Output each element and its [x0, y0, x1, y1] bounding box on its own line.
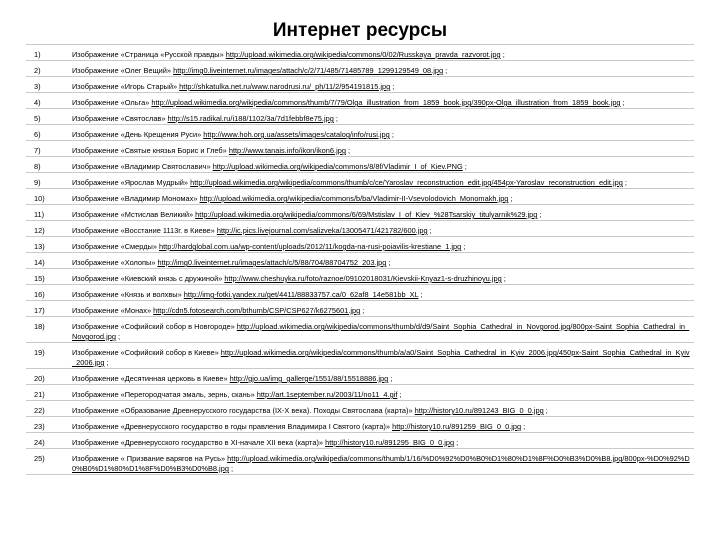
row-tail: ;	[503, 274, 506, 283]
row-number: 25)	[34, 454, 45, 463]
resource-link[interactable]: http://upload.wikimedia.org/wikipedia/commons/thumb/c/ce/Yaroslav_reconstruction_edit.jpg/454px-Yaroslav_reconstruction_edit.jpg	[190, 178, 623, 187]
resources-table	[26, 44, 694, 475]
row-label: Изображение «Владимир Мономах»	[72, 194, 198, 203]
row-tail: ;	[445, 66, 448, 75]
table-row	[26, 317, 694, 343]
row-text	[72, 301, 694, 316]
row-number: 23)	[34, 422, 45, 431]
row-text	[72, 61, 694, 76]
row-tail: ;	[362, 306, 365, 315]
row-number: 5)	[34, 114, 41, 123]
row-tail: ;	[510, 194, 513, 203]
row-label: Изображение «Десятинная церковь в Киеве»	[72, 374, 228, 383]
resource-link[interactable]: http://hardglobal.com.ua/wp-content/uploads/2012/11/kogda-na-rusi-poiavilis-krestiane_1.jpg	[159, 242, 462, 251]
resource-link[interactable]: http://gjo.ua/img_gallerge/1551/88/15518886.jpg	[229, 374, 389, 383]
table-row	[26, 205, 694, 221]
table-row	[26, 221, 694, 237]
resource-link[interactable]: http://upload.wikimedia.org/wikipedia/commons/8/8f/Vladimir_I_of_Kiev.PNG	[212, 162, 463, 171]
table-row	[26, 61, 694, 77]
row-label: Изображение «Смерды»	[72, 242, 157, 251]
row-label: Изображение «Образование Древнерусского государства (IX-X века). Походы Святослава (карта)»	[72, 406, 413, 415]
row-tail: ;	[399, 390, 402, 399]
row-text	[72, 141, 694, 156]
resource-link[interactable]: http://art.1september.ru/2003/11/no11_4.gif	[256, 390, 398, 399]
row-label: Изображение «Мстислав Великий»	[72, 210, 194, 219]
resource-link[interactable]: http://www.cheshuyka.ru/foto/raznoe/09102018031/Kievskii-Knyaz1-s-druzhinoyu.jpg	[224, 274, 502, 283]
row-number: 13)	[34, 242, 45, 251]
row-label: Изображение «Холопы»	[72, 258, 156, 267]
row-tail: ;	[348, 146, 351, 155]
row-number: 4)	[34, 98, 41, 107]
row-text	[72, 189, 694, 204]
table-row	[26, 385, 694, 401]
row-label: Изображение «Перегородчатая эмаль, зернь, скань»	[72, 390, 255, 399]
row-number: 16)	[34, 290, 45, 299]
row-text	[72, 317, 694, 342]
row-label: Изображение «Ярослав Мудрый»	[72, 178, 189, 187]
table-row	[26, 417, 694, 433]
resource-link[interactable]: http://upload.wikimedia.org/wikipedia/commons/b/ba/Vladimir-II-Vsevolodovich_Monomakh.jpg	[199, 194, 509, 203]
resource-link[interactable]: http://cdn5.fotosearch.com/bthumb/CSP/CSP627/k6275601.jpg	[153, 306, 361, 315]
row-text	[72, 369, 694, 384]
table-row	[26, 433, 694, 449]
row-label: Изображение «Святые князья Борис и Глеб»	[72, 146, 227, 155]
row-text	[72, 253, 694, 268]
row-label: Изображение «Киевский князь с дружиной»	[72, 274, 223, 283]
row-text	[72, 449, 694, 474]
resource-link[interactable]: http://s15.radikal.ru/i188/1102/3a/7d1febbf8e75.jpg	[167, 114, 334, 123]
table-row	[26, 285, 694, 301]
row-number: 7)	[34, 146, 41, 155]
resource-link[interactable]: http://upload.wikimedia.org/wikipedia/commons/thumb/1/16/%D0%92%D0%B0%D1%80%D1%8F%D0%B3%D0%B8.jpg/800px-%D0%92%D0%B0%D1%80%D1%8F%D0%B3%D0%B8.jpg	[72, 454, 690, 473]
row-tail: ;	[622, 98, 625, 107]
resource-link[interactable]: http://ic.pics.livejournal.com/salizveka/13005471/421782/600.jpg	[216, 226, 428, 235]
row-text	[72, 417, 694, 432]
row-text	[72, 221, 694, 236]
table-row	[26, 269, 694, 285]
row-number: 22)	[34, 406, 45, 415]
resource-link[interactable]: http://img0.liveinternet.ru/images/attach/c/5/88/704/88704752_203.jpg	[157, 258, 387, 267]
row-text	[72, 269, 694, 284]
row-tail: ;	[463, 242, 466, 251]
row-text	[72, 77, 694, 92]
row-label: Изображение «Восстание 1113г. в Киеве»	[72, 226, 215, 235]
resource-link[interactable]: http://upload.wikimedia.org/wikipedia/commons/thumb/a/a0/Saint_Sophia_Cathedral_in_Kyiv_2006.jpg/450px-Saint_Sophia_Cathedral_in_Kyiv_2006.jpg	[72, 348, 690, 367]
row-tail: ;	[335, 114, 338, 123]
row-text	[72, 433, 694, 448]
row-text	[72, 45, 694, 60]
row-tail: ;	[388, 258, 391, 267]
row-label: Изображение «Монах»	[72, 306, 152, 315]
row-text	[72, 173, 694, 188]
row-number: 15)	[34, 274, 45, 283]
row-number: 19)	[34, 348, 45, 357]
row-tail: ;	[545, 406, 548, 415]
resource-link[interactable]: http://www.hoh.org.ua/assets/images/catalog/info/rusi.jpg	[203, 130, 390, 139]
row-text	[72, 343, 694, 368]
row-number: 10)	[34, 194, 45, 203]
row-label: Изображение «Игорь Старый»	[72, 82, 178, 91]
row-text	[72, 93, 694, 108]
row-label: Изображение «Древнерусского государство в XI-начале XII века (карта)»	[72, 438, 324, 447]
resource-link[interactable]: http://history10.ru/891243_BIG_0_0.jpg	[414, 406, 544, 415]
row-tail: ;	[523, 422, 526, 431]
row-text	[72, 109, 694, 124]
table-row	[26, 157, 694, 173]
row-number: 21)	[34, 390, 45, 399]
row-tail: ;	[390, 374, 393, 383]
row-number: 6)	[34, 130, 41, 139]
table-row	[26, 401, 694, 417]
row-number: 18)	[34, 322, 45, 331]
row-text	[72, 205, 694, 220]
row-tail: ;	[429, 226, 432, 235]
resource-link[interactable]: http://upload.wikimedia.org/wikipedia/commons/thumb/7/79/Olga_illustration_from_1859_book.jpg/390px-Olga_illustration_from_1859_book.jpg	[151, 98, 621, 107]
table-row	[26, 237, 694, 253]
row-label: Изображение «День Крещения Руси»	[72, 130, 202, 139]
table-row	[26, 141, 694, 157]
resource-link[interactable]: http://img-fotki.yandex.ru/get/4411/88833757.ca/0_62af8_14e581bb_XL	[183, 290, 419, 299]
resource-link[interactable]: http://upload.wikimedia.org/wikipedia/commons/thumb/d/d9/Saint_Sophia_Cathedral_in_Novgorod.jpg/800px-Saint_Sophia_Cathedral_in_Novgorod.jpg	[72, 322, 690, 341]
row-label: Изображение «Князь и волхвы»	[72, 290, 182, 299]
resource-link[interactable]: http://shkatulka.net.ru/www.narodrusi.ru/_ph/11/2/954191815.jpg	[179, 82, 391, 91]
row-number: 11)	[34, 210, 45, 219]
row-text	[72, 385, 694, 400]
row-text	[72, 125, 694, 140]
row-tail: ;	[624, 178, 627, 187]
table-row	[26, 93, 694, 109]
table-row	[26, 173, 694, 189]
row-tail: ;	[464, 162, 467, 171]
row-text	[72, 157, 694, 172]
row-label: Изображение «Софийский собор в Киеве»	[72, 348, 219, 357]
table-row	[26, 301, 694, 317]
row-number: 8)	[34, 162, 41, 171]
row-tail: ;	[106, 358, 109, 367]
row-tail: ;	[231, 464, 234, 473]
row-tail: ;	[456, 438, 459, 447]
resource-link[interactable]: http://history10.ru/891295_BIG_0_0.jpg	[325, 438, 455, 447]
table-row	[26, 45, 694, 61]
table-row	[26, 77, 694, 93]
table-row	[26, 125, 694, 141]
row-label: Изображение «Страница «Русской правды»	[72, 50, 224, 59]
row-number: 12)	[34, 226, 45, 235]
resource-link[interactable]: http://www.tanais.info/ikon/ikon6.jpg	[228, 146, 346, 155]
row-number: 14)	[34, 258, 45, 267]
row-label: Изображение «Олег Вещий»	[72, 66, 172, 75]
row-tail: ;	[392, 82, 395, 91]
resource-link[interactable]: http://upload.wikimedia.org/wikipedia/commons/6/69/Mstislav_I_of_Kiev_%28Tsarskiy_titulyarnik%29.jpg	[195, 210, 538, 219]
row-label: Изображение «Софийский собор в Новгороде»	[72, 322, 235, 331]
row-label: Изображение «Древнерусского государство в годы правления Владимира I Святого (карта)»	[72, 422, 391, 431]
row-number: 3)	[34, 82, 41, 91]
row-label: Изображение «Святослав»	[72, 114, 166, 123]
row-number: 24)	[34, 438, 45, 447]
row-label: Изображение « Призвание варягов на Русь»	[72, 454, 226, 463]
page-title: Интернет ресурсы	[272, 20, 448, 41]
row-label: Изображение «Ольга»	[72, 98, 150, 107]
row-text	[72, 285, 694, 300]
row-tail: ;	[420, 290, 423, 299]
row-number: 9)	[34, 178, 41, 187]
table-row	[26, 189, 694, 205]
row-tail: ;	[539, 210, 542, 219]
row-number: 2)	[34, 66, 41, 75]
table-row	[26, 109, 694, 125]
table-row	[26, 369, 694, 385]
row-text	[72, 237, 694, 252]
row-label: Изображение «Владимир Святославич»	[72, 162, 211, 171]
row-tail: ;	[391, 130, 394, 139]
resource-link[interactable]: http://img0.liveinternet.ru/images/attach/c/2/71/485/71485789_1299129549_08.jpg	[173, 66, 444, 75]
row-number: 20)	[34, 374, 45, 383]
row-text	[72, 401, 694, 416]
table-row	[26, 449, 694, 475]
table-row	[26, 343, 694, 369]
resource-link[interactable]: http://history10.ru/891259_BIG_0_0.jpg	[392, 422, 522, 431]
row-number: 17)	[34, 306, 45, 315]
row-tail: ;	[118, 332, 121, 341]
row-number: 1)	[34, 50, 41, 59]
resource-link[interactable]: http://upload.wikimedia.org/wikipedia/commons/0/02/Russkaya_pravda_razvorot.jpg	[225, 50, 501, 59]
table-row	[26, 253, 694, 269]
row-tail: ;	[502, 50, 505, 59]
